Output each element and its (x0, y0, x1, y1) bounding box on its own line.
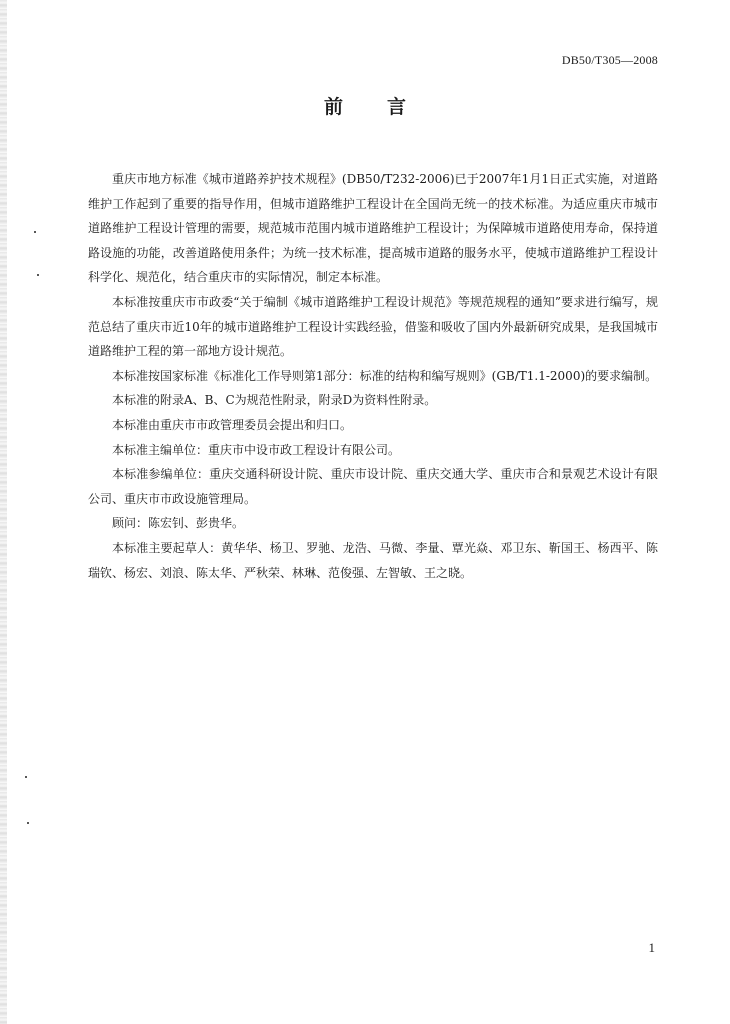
preface-body (88, 167, 658, 585)
scan-edge-artifact (0, 0, 7, 1024)
paragraph: 本标准由重庆市市政管理委员会提出和归口。 (112, 417, 353, 432)
paragraph: 本标准主编单位：重庆市中设市政工程设计有限公司。 (112, 442, 401, 457)
paragraph: 本标准的附录A、B、C为规范性附录，附录D为资料性附录。 (112, 393, 437, 408)
scan-speck (34, 231, 36, 233)
scan-speck (37, 274, 39, 276)
paragraph: 本标准主要起草人：黄华华、杨卫、罗驰、龙浩、马微、李量、覃光焱、邓卫东、靳国王、杨西平、陈瑞钦、杨宏、刘浪、陈太华、严秋荣、林琳、范俊强、左智敏、王之晓。 (88, 540, 658, 580)
paragraph: 顾问：陈宏钊、彭贵华。 (112, 516, 245, 531)
paragraph: 重庆市地方标准《城市道路养护技术规程》(DB50/T232-2006)已于2007年1月1日正式实施，对道路维护工作起到了重要的指导作用，但城市道路维护工程设计在全国尚无统一的技术标准。为适应重庆市城市道路维护工程设计管理的需要，规范城市范围内城市道路维护工程设计；为保障城市道路使用寿命，保持道路设施的功能，改善道路使用条件；为统一技术标准，提高城市道路的服务水平，使城市道路维护工程设计科学化、规范化，结合重庆市的实际情况，制定本标准。 (88, 172, 658, 285)
scan-speck (25, 776, 27, 778)
document-code: DB50/T305—2008 (561, 53, 658, 67)
paragraph: 本标准按国家标准《标准化工作导则第1部分：标准的结构和编写规则》(GB/T1.1-2000)的要求编制。 (112, 368, 658, 383)
paragraph: 本标准按重庆市市政委“关于编制《城市道路维护工程设计规范》等规范规程的通知”要求进行编写，规范总结了重庆市近10年的城市道路维护工程设计实践经验，借鉴和吸收了国内外最新研究成果，是我国城市道路维护工程的第一部地方设计规范。 (88, 294, 658, 359)
page-title: 前言 (323, 96, 450, 118)
scan-speck (27, 822, 29, 824)
page-number: 1 (648, 940, 655, 955)
paragraph: 本标准参编单位：重庆交通科研设计院、重庆市设计院、重庆交通大学、重庆市合和景观艺术设计有限公司、重庆市市政设施管理局。 (88, 467, 658, 506)
